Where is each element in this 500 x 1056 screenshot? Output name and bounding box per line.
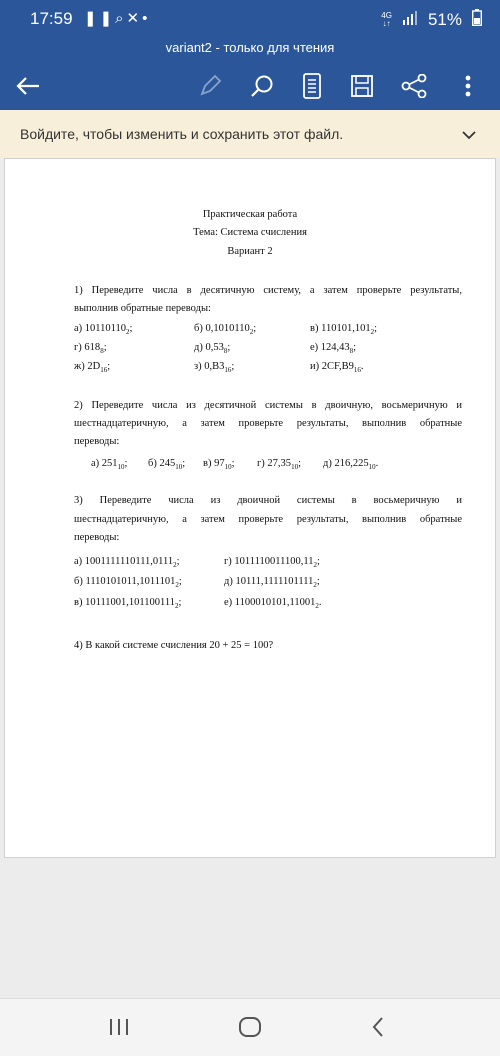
reading-mode-icon[interactable] (296, 70, 328, 102)
toolbar (0, 64, 500, 110)
share-icon[interactable] (398, 70, 430, 102)
task1-line2: выполнив обратные переводы: (74, 303, 211, 314)
task1-line1: 1) Переведите числа в десятичную систему, а затем проверьте результаты, (74, 285, 462, 296)
home-icon[interactable] (238, 1016, 262, 1043)
task1-item: ж) $2D_{16}$; (74, 361, 111, 375)
window-title: variant2 - только для чтения (165, 40, 335, 55)
task2-line1: 2) Переведите числа из десятичной системы в двоичную, восьмеричную и (74, 400, 462, 411)
search-notification-icon: ⌕ (115, 10, 127, 27)
task3-item: д) $10111,1111101111_2$; (224, 576, 320, 590)
status-bar (0, 0, 500, 38)
pen-icon[interactable] (194, 70, 226, 102)
task2-item: д) $216,225_{10}$. (323, 458, 379, 472)
document-page (4, 158, 496, 858)
battery-icon (472, 9, 482, 31)
task2-item: б) $245_{10}$; (148, 458, 186, 472)
task3-item: е) $1100010101,11001_2$. (224, 597, 322, 611)
task3-line1: 3) Переведите числа из двоичной системы в восьмеричную и (74, 495, 462, 506)
task1-item: з) $0,B3_{16}$; (194, 361, 235, 375)
task1-item: а) $10110110_2$; (74, 323, 133, 337)
back-arrow-icon[interactable] (12, 70, 44, 102)
signal-icon (402, 10, 418, 30)
task2-item: а) $251_{10}$; (91, 458, 128, 472)
status-right (381, 9, 482, 31)
task2-line2: шестнадцатеричную, а затем проверьте результаты, выполнив обратные (74, 418, 462, 429)
back-icon[interactable] (370, 1016, 386, 1043)
doc-topic: Тема: Система счисления (193, 227, 307, 238)
task1-item: в) $110101,101_2$; (310, 323, 377, 337)
recent-apps-icon[interactable] (108, 1017, 130, 1042)
task1-item: г) $618_8$; (74, 342, 107, 356)
task4-question: 4) В какой системе счисления 20 + 25 = 100? (74, 640, 274, 651)
system-nav-bar (0, 998, 500, 1056)
pause-icon: ❚❚ (84, 10, 116, 27)
status-time: 17:59 (30, 9, 73, 28)
task3-item: в) $10111001,101100111_2$; (74, 597, 182, 611)
save-icon[interactable] (346, 70, 378, 102)
task3-item: б) $1110101011,1011101_2$; (74, 576, 182, 590)
task2-item: в) $97_{10}$; (203, 458, 235, 472)
task3-line2: шестнадцатеричную, а затем проверьте результаты, выполнив обратные (74, 514, 462, 525)
more-icon[interactable] (452, 70, 484, 102)
task3-item: а) $1001111110111,0111_2$; (74, 556, 180, 570)
task1-item: и) $2CF,B9_{16}$. (310, 361, 364, 375)
dot-icon: • (142, 10, 151, 27)
doc-variant: Вариант 2 (227, 246, 273, 257)
app-header (0, 0, 500, 110)
task1-item: е) $124,43_8$; (310, 342, 357, 356)
doc-title: Практическая работа (202, 209, 298, 220)
task3-item: г) $1011110011100,11_2$; (224, 556, 320, 570)
banner-text: Войдите, чтобы изменить и сохранить этот файл. (20, 126, 344, 142)
task3-line3: переводы: (74, 532, 120, 543)
network-icon: 4G ↓↑ (381, 11, 392, 28)
missed-call-icon: ✕ (126, 10, 143, 27)
search-icon[interactable] (246, 70, 278, 102)
task1-item: б) $0,1010110_2$; (194, 323, 257, 337)
task2-item: г) $27,35_{10}$; (257, 458, 301, 472)
sign-in-banner[interactable] (0, 110, 500, 158)
task1-item: д) $0,53_8$; (194, 342, 231, 356)
task2-line3: переводы: (74, 436, 120, 447)
chevron-down-icon[interactable] (460, 126, 478, 144)
notification-icons (84, 9, 150, 27)
battery-level: 51% (427, 10, 462, 29)
